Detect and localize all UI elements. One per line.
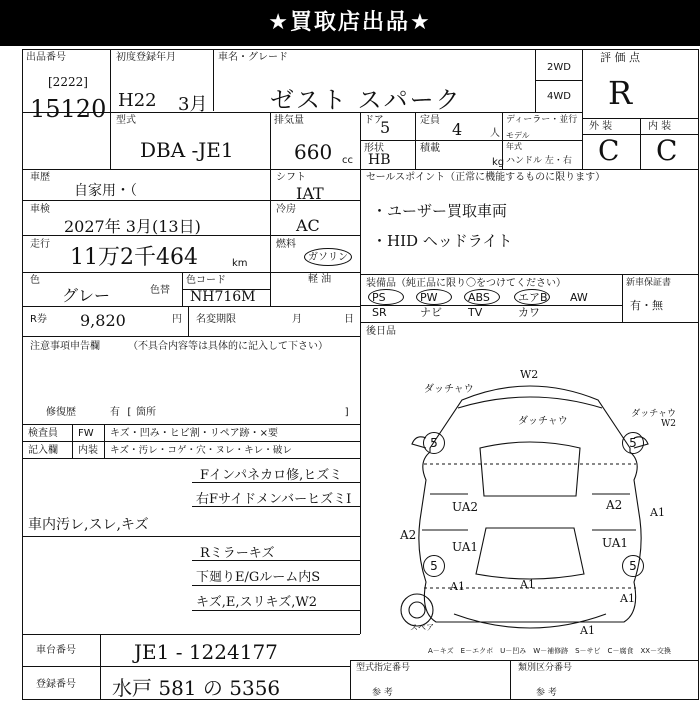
tire-rr: 5 (622, 555, 644, 577)
equipment-2: PW (420, 291, 438, 304)
legend: A－キズ E－エクボ U－凹み W－補修跡 S－サビ C－腐食 XX－交換 (428, 647, 672, 655)
color-code-label: 色コード (186, 275, 226, 286)
name-change-label: 名変期限 (196, 314, 236, 325)
first-reg-label: 初度登録年月 (116, 52, 176, 63)
mark-left: A2 (400, 528, 417, 542)
repair-note-5: キズ,E,スリキズ,W2 (196, 595, 317, 610)
yen-label: 円 (172, 314, 182, 325)
shape-label: 形状 (364, 143, 384, 154)
lot-number: 15120 (30, 95, 107, 123)
chassis-value: JE1 - 1224177 (134, 640, 278, 664)
displacement-label: 排気量 (274, 115, 304, 126)
repair-note-1: Fインパネカロ修,ヒズミ (200, 468, 343, 483)
kg-label: kg (492, 157, 505, 168)
color-code-value: NH716M (190, 289, 256, 305)
capacity-value: 4 (452, 120, 463, 139)
shift-value: IAT (296, 184, 324, 203)
history-label: 車歴 (30, 172, 50, 183)
sales-point-2: ・HID ヘッドライト (372, 232, 513, 250)
fuel-label: 燃料 (276, 239, 296, 250)
interior-short-label: 内装 (78, 445, 98, 456)
mark-left-door2: UA1 (452, 540, 479, 554)
recycle-amount: 9,820 (80, 311, 126, 330)
model-label: 型式 (116, 115, 136, 126)
chassis-label: 車台番号 (36, 645, 76, 656)
inspection-label: 車検 (30, 204, 50, 215)
doors-label: ドア (364, 115, 384, 126)
ac-label: 冷房 (276, 204, 296, 215)
ac-value: AC (296, 216, 320, 235)
color-label: 色 (30, 275, 40, 286)
tire-rl: 5 (423, 555, 445, 577)
capacity-label: 定員 (420, 115, 440, 126)
equipment-label: 装備品（純正品に限り〇をつけてください） (366, 278, 566, 289)
model-value: DBA -JE1 (140, 138, 234, 162)
4wd-label: 4WD (547, 91, 571, 102)
handle-label: ハンドル 左・右 (506, 156, 572, 166)
repair-spot: 箇所 (136, 407, 156, 418)
notes-title: 注意事項申告欄 (30, 341, 100, 352)
equipment-7: ナビ (420, 306, 442, 319)
mark-rear-center: A1 (520, 578, 535, 591)
equipment-6: SR (372, 306, 387, 319)
reg-no-value: 水戸 581 の 5356 (112, 676, 281, 700)
car-grade-label: 車名・グレード (218, 52, 288, 63)
repair-label: 修復歴 (46, 407, 76, 418)
mark-left-door: UA2 (452, 500, 479, 514)
history-value: 自家用・（ (74, 183, 137, 199)
exterior-label: 外 装 (589, 121, 613, 132)
model-design-label: 型式指定番号 (356, 663, 411, 673)
category-no-label: 類別区分番号 (518, 663, 573, 673)
day-label: 日 (344, 314, 354, 325)
equipment-4: エアB (518, 291, 548, 304)
eval-label: 評 価 点 (600, 51, 640, 64)
mark-top: W2 (520, 368, 539, 381)
month-label: 月 (292, 314, 302, 325)
2wd-label: 2WD (547, 62, 571, 73)
banner-title: ★買取店出品★ (0, 0, 700, 46)
mark-right-door2: UA1 (602, 536, 629, 550)
km-label: km (232, 258, 248, 269)
equipment-5: AW (570, 291, 588, 304)
shift-label: シフト (276, 172, 306, 183)
sales-points-label: セールスポイント（正常に機能するものに限ります） (366, 172, 606, 183)
mark-top-right: ダッチャウ W2 (631, 409, 676, 429)
repair-note-2: 右FサイドメンバーヒズミI (196, 492, 352, 507)
equipment-3: ABS (468, 291, 490, 304)
warranty-label: 新車保証書 (626, 278, 672, 288)
exterior-grade: C (598, 134, 620, 167)
model-year-label: モデル年式 (506, 131, 530, 151)
repair-has: 有 (110, 407, 120, 418)
ref-label-1: 参 考 (372, 688, 393, 698)
warranty-value: 有・無 (630, 299, 663, 312)
mileage-label: 走行 (30, 239, 50, 250)
mileage-value: 11万2千464 (70, 245, 198, 270)
mark-right: A1 (650, 506, 665, 519)
repair-note-3: Rミラーキズ (200, 546, 275, 561)
after-note-label: 後日品 (366, 326, 396, 337)
fuel-light: 軽 油 (308, 274, 332, 285)
ref-label-2: 参 考 (536, 688, 557, 698)
interior-grade: C (656, 134, 678, 167)
reg-no-label: 登録番号 (36, 679, 76, 690)
color-swap-label: 色替 (150, 285, 170, 296)
mark-right-door: A2 (606, 498, 623, 512)
lot-prefix: [2222] (48, 75, 88, 89)
fuel-gas: ガソリン (308, 252, 348, 263)
equipment-1: PS (372, 291, 386, 304)
tire-fr: 5 (622, 432, 644, 454)
inspector-label: 検査員 (28, 428, 58, 439)
equipment-circle-4 (514, 289, 550, 305)
mark-roof: ダッチャウ (518, 416, 568, 427)
fw-items: キズ・凹み・ヒビ割・リペア跡・×要 (110, 428, 278, 439)
eval-score: R (608, 74, 633, 112)
equipment-8: TV (468, 306, 483, 319)
repair-note-4: 下廻りE/Gルーム内S (196, 570, 321, 585)
mark-bottom-right: A1 (580, 624, 595, 637)
load-label: 積載 (420, 143, 440, 154)
displacement-value: 660 (294, 140, 333, 164)
reg-era: H22 (118, 90, 157, 111)
interior-note: 車内汚レ,スレ,キズ (28, 517, 149, 533)
mark-top-left: ダッチャウ (424, 384, 474, 395)
doors-value: 5 (380, 118, 391, 137)
dealer-label: ディーラー・並行 (506, 115, 578, 125)
fw-label: FW (78, 428, 94, 439)
equipment-circle-1 (368, 289, 404, 305)
inspection-date: 2027年 3月(13日) (64, 217, 201, 236)
notes-subtitle: （不具合内容等は具体的に記入して下さい） (128, 341, 328, 352)
people-label: 人 (490, 128, 500, 139)
lot-no-label: 出品番号 (26, 52, 66, 63)
mark-rear-left: A1 (450, 580, 465, 593)
recycle-label: R券 (30, 314, 47, 325)
car-damage-diagram (362, 352, 698, 646)
cc-label: cc (342, 155, 353, 166)
color-value: グレー (62, 286, 111, 305)
mark-rear-right: A1 (620, 592, 635, 605)
car-name: ゼスト スパーク (270, 86, 462, 114)
reg-month: 3月 (178, 94, 208, 115)
entry-label: 記入欄 (28, 445, 58, 456)
interior-label: 内 装 (648, 121, 672, 132)
sales-point-1: ・ユーザー買取車両 (372, 202, 508, 220)
equipment-9: カワ (518, 306, 540, 319)
tire-fl: 5 (423, 432, 445, 454)
spare-label: スペア (410, 623, 434, 632)
shape-value: HB (368, 152, 391, 168)
equipment-circle-3 (464, 289, 500, 305)
int-items: キズ・汚レ・コゲ・穴・ヌレ・キレ・破レ (110, 445, 292, 456)
equipment-circle-2 (416, 289, 452, 305)
